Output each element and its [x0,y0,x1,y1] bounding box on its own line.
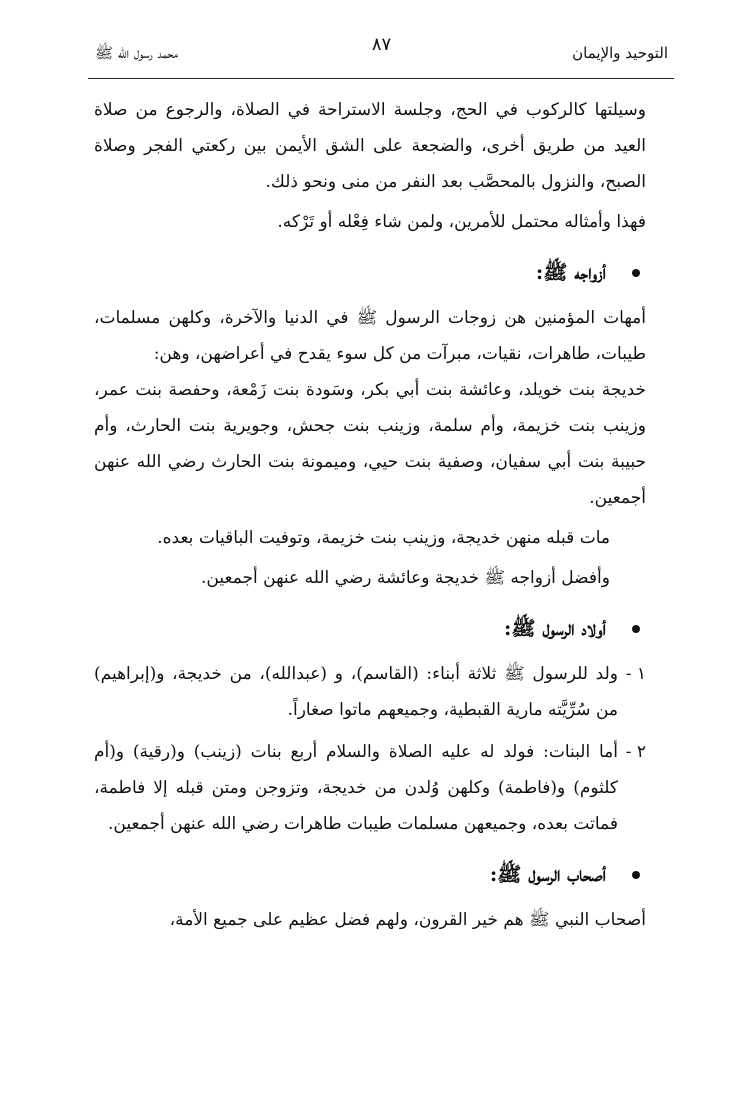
section-heading-children-text: أولاد الرسول ﷺ: [503,616,606,640]
wives-paragraph-3: مات قبله منهن خديجة، وزينب بنت خزيمة، وتوفيت الباقيات بعده. [157,528,610,548]
bullet-icon [632,625,640,633]
list-item-number: ١ - [625,664,646,684]
list-item-text: أما البنات: فولد له عليه الصلاة والسلام أربع بنات (زينب) و(رقية) و(أم كلثوم) و(فاطمة) وكلهن وُلدن من خديجة، وتزوجن ومتن قبله إلا فاطمة، فماتت بعده، وجميعهن مسلمات طيبات طاهرات رضي الله عنهن أجمعين. [94,742,618,834]
running-title-left: محمد رسول الله ﷺ [95,44,178,62]
page-body [94,92,646,938]
list-item-number: ٢ - [625,742,646,762]
wives-paragraph-1: أمهات المؤمنين هن زوجات الرسول ﷺ في الدنيا والآخرة، وكلهن مسلمات، طيبات، طاهرات، نقيات، مبرآت من كل سوء يقدح في أعراضهن، وهن: [94,308,646,364]
section-heading-wives-text: أزواجه ﷺ: [535,260,606,284]
companions-paragraph-1: أصحاب النبي ﷺ هم خير القرون، ولهم فضل عظيم على جميع الأمة، [169,910,646,930]
page-number: ٨٧ [371,34,392,55]
section-heading-children [94,608,646,648]
wives-paragraph-2: خديجة بنت خويلد، وعائشة بنت أبي بكر، وسَودة بنت زَمْعة، وحفصة بنت عمر، وزينب بنت خزيمة، وأم سلمة، وزينب بنت جحش، وجويرية بنت الحارث، وأم حبيبة بنت أبي سفيان، وصفية بنت حيي، وميمونة بنت الحارث رضي الله عنهن أجمعين. [94,380,646,508]
wives-paragraph-4: وأفضل أزواجه ﷺ خديجة وعائشة رضي الله عنهن أجمعين. [201,568,610,588]
list-item [94,734,646,842]
section-heading-wives [94,252,646,292]
running-title-right: التوحيد والإيمان [572,44,668,62]
intro-conclusion: فهذا وأمثاله محتمل للأمرين، ولمن شاء فِعْله أو تَرْكه. [277,212,646,232]
page-header [95,30,668,76]
bullet-icon [632,269,640,277]
section-heading-companions [94,854,646,894]
header-rule [88,78,674,79]
section-heading-companions-text: أصحاب الرسول ﷺ: [489,862,606,886]
list-item-text: ولد للرسول ﷺ ثلاثة أبناء: (القاسم)، و (عبدالله)، من خديجة، و(إبراهيم) من سُرِّيَّته مارية القبطية، وجميعهم ماتوا صغاراً. [94,664,618,720]
list-item [94,656,646,728]
bullet-icon [632,871,640,879]
intro-paragraph: وسيلتها كالركوب في الحج، وجلسة الاستراحة في الصلاة، والرجوع من صلاة العيد من طريق أخرى، والضجعة على الشق الأيمن بين ركعتي الفجر وصلاة الصبح، والنزول بالمحصَّب بعد النفر من منى ونحو ذلك. [94,100,646,192]
